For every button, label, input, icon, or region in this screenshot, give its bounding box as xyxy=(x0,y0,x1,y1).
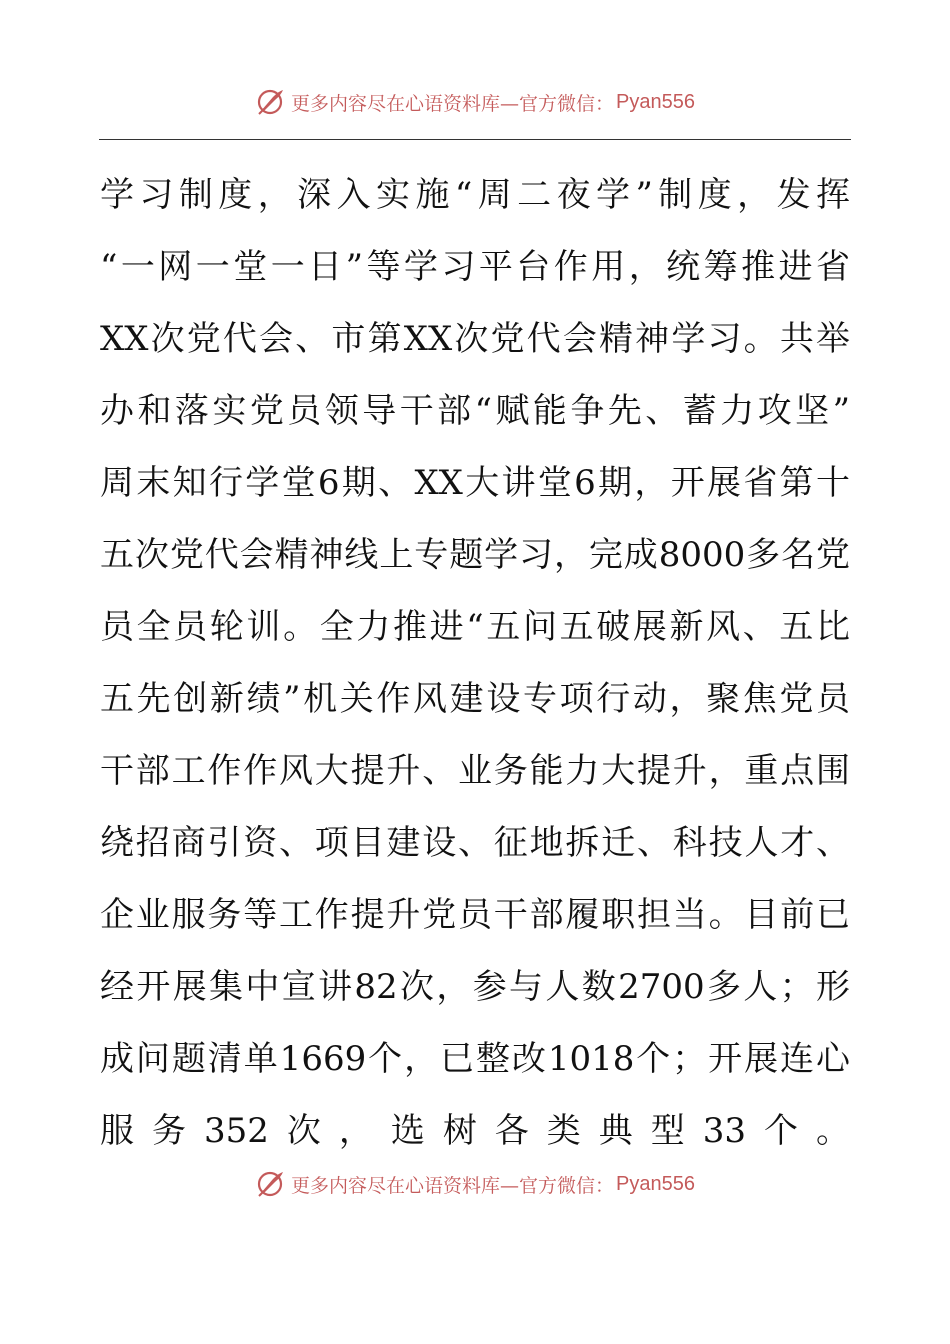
body-line: 学习制度，深入实施“周二夜学”制度，发挥 xyxy=(100,175,850,215)
body-line: 经开展集中宣讲82次，参与人数2700多人；形 xyxy=(100,967,850,1007)
body-line: 干部工作作风大提升、业务能力大提升，重点围 xyxy=(100,751,850,791)
quill-pen-logo-icon xyxy=(255,1169,285,1199)
body-line: 企业服务等工作提升党员干部履职担当。目前已 xyxy=(100,895,850,935)
body-line: 五先创新绩”机关作风建设专项行动，聚焦党员 xyxy=(100,679,850,719)
header-divider xyxy=(99,139,851,140)
body-line: 绕招商引资、项目建设、征地拆迁、科技人才、 xyxy=(100,823,850,863)
document-body xyxy=(100,159,850,1167)
body-line: 员全员轮训。全力推进“五问五破展新风、五比 xyxy=(100,607,850,647)
body-line: “一网一堂一日”等学习平台作用，统筹推进省 xyxy=(100,247,850,287)
footer-watermark xyxy=(0,1164,950,1204)
body-line: 成问题清单1669个，已整改1018个；开展连心 xyxy=(100,1039,850,1079)
body-line: XX次党代会、市第XX次党代会精神学习。共举 xyxy=(100,319,850,359)
body-line: 五次党代会精神线上专题学习，完成8000多名党 xyxy=(100,535,850,575)
body-line: 服务352次，选树各类典型33个。 xyxy=(100,1111,850,1151)
watermark-text: 更多内容尽在心语资料库—官方微信： xyxy=(291,92,615,115)
header-watermark xyxy=(0,82,950,122)
body-line: 周末知行学堂6期、XX大讲堂6期，开展省第十 xyxy=(100,463,850,503)
watermark-text: 更多内容尽在心语资料库—官方微信： xyxy=(291,1174,615,1197)
watermark-wechat-id: Pyan556 xyxy=(616,1172,695,1195)
watermark-wechat-id: Pyan556 xyxy=(616,90,695,113)
body-line: 办和落实党员领导干部“赋能争先、蓄力攻坚” xyxy=(100,391,850,431)
quill-pen-logo-icon xyxy=(255,87,285,117)
